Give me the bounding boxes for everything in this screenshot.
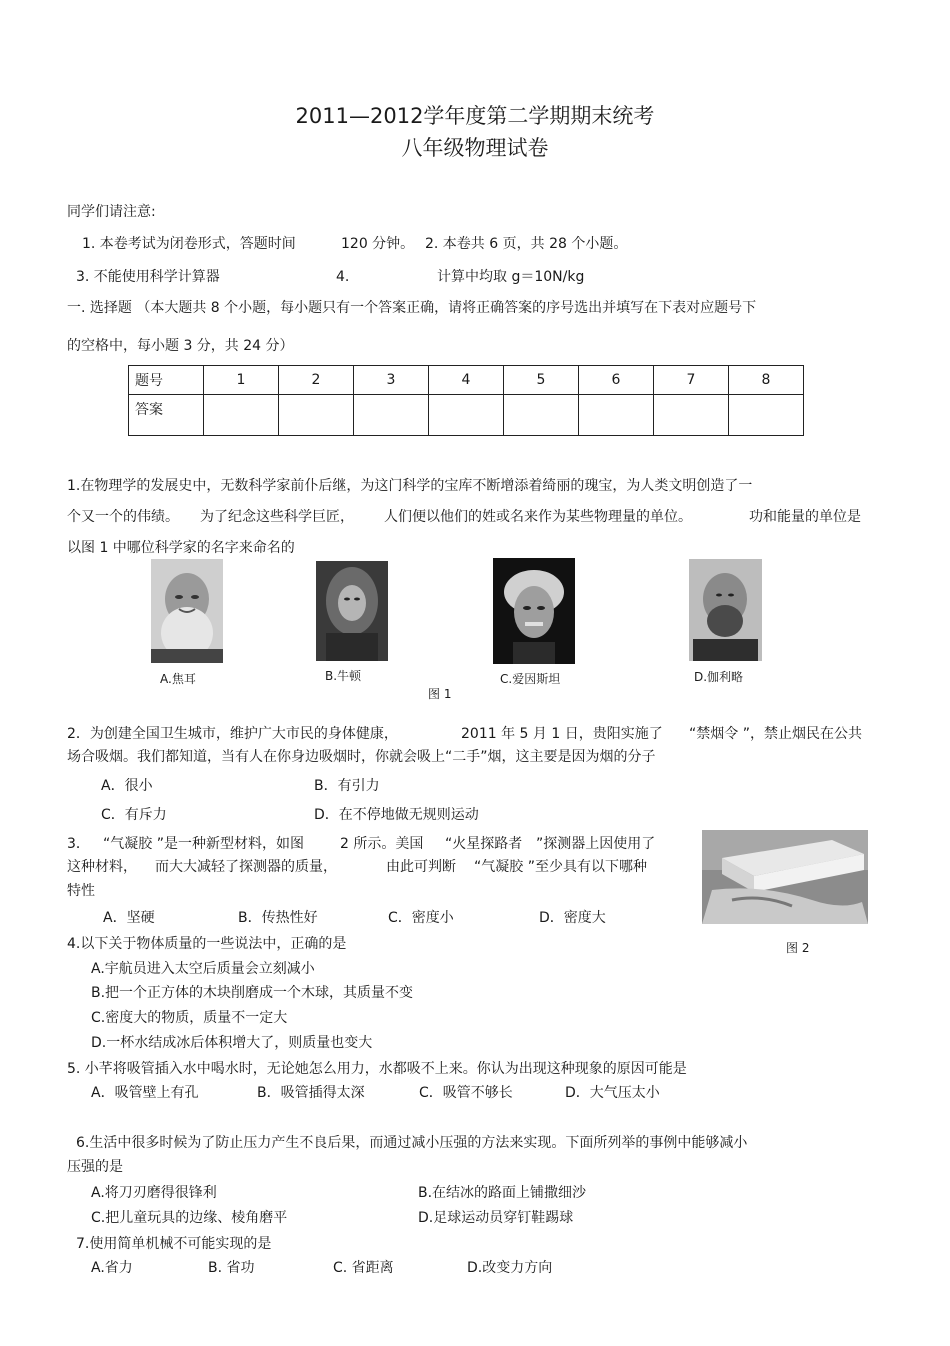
q3-line1-b: “气凝胶 ”是一种新型材料，如图	[103, 836, 304, 852]
q7-option-c: C. 省距离	[333, 1260, 394, 1276]
portrait-galileo	[689, 559, 762, 661]
table-number-1: 1	[204, 366, 279, 395]
answer-cell-3[interactable]	[354, 395, 429, 436]
q3-line3: 特性	[67, 883, 95, 899]
q6-option-c: C.把儿童玩具的边缘、棱角磨平	[91, 1210, 288, 1226]
answer-cell-5[interactable]	[504, 395, 579, 436]
caption-a: A.焦耳	[160, 672, 196, 686]
q2-line1-a: 2．为创建全国卫生城市，维护广大市民的身体健康，	[67, 726, 398, 742]
q6-line2: 压强的是	[67, 1159, 123, 1175]
q6-option-b: B.在结冰的路面上铺撒细沙	[418, 1185, 587, 1201]
q2-line1-b: 2011 年 5 月 1 日，贵阳实施了	[461, 726, 663, 742]
q3-option-b: B．传热性好	[238, 910, 318, 926]
q3-line1-d: “火星探路者	[445, 836, 523, 852]
q5-option-b: B．吸管插得太深	[257, 1085, 365, 1101]
q1-line1: 1.在物理学的发展史中，无数科学家前仆后继，为这门科学的宝库不断增添着绮丽的瑰宝，为人类文明创造了一	[67, 478, 753, 494]
figure1-label: 图 1	[428, 687, 452, 701]
answer-cell-2[interactable]	[279, 395, 354, 436]
q3-line1-a: 3．	[67, 836, 90, 852]
table-label-answer: 答案	[129, 395, 204, 436]
q2-option-c: C．有斥力	[101, 807, 167, 823]
answer-cell-7[interactable]	[654, 395, 729, 436]
q4-stem: 4.以下关于物体质量的一些说法中，正确的是	[67, 936, 347, 952]
table-number-6: 6	[579, 366, 654, 395]
q1-line2-c: 人们便以他们的姓或名来作为某些物理量的单位。	[384, 509, 692, 525]
exam-subtitle: 八年级物理试卷	[401, 136, 549, 160]
q3-line1-e: ”探测器上因使用了	[536, 836, 656, 852]
table-number-4: 4	[429, 366, 504, 395]
notice-line1-a: 1. 本卷考试为闭卷形式，答题时间	[82, 236, 296, 252]
section1-line2: 的空格中，每小题 3 分，共 24 分）	[67, 338, 294, 354]
portrait-einstein	[493, 558, 575, 664]
q7-option-a: A.省力	[91, 1260, 133, 1276]
notice-heading: 同学们请注意:	[67, 204, 156, 220]
q2-line2: 场合吸烟。我们都知道，当有人在你身边吸烟时，你就会吸上“二手”烟，这主要是因为烟的分子	[67, 749, 656, 765]
answer-table	[128, 365, 804, 436]
q7-option-d: D.改变力方向	[467, 1260, 553, 1276]
table-number-7: 7	[654, 366, 729, 395]
q2-option-d: D．在不停地做无规则运动	[314, 807, 479, 823]
answer-cell-6[interactable]	[579, 395, 654, 436]
q5-option-c: C．吸管不够长	[419, 1085, 513, 1101]
q5-option-a: A．吸管壁上有孔	[91, 1085, 199, 1101]
q7-stem: 7.使用简单机械不可能实现的是	[76, 1236, 272, 1252]
table-number-8: 8	[729, 366, 804, 395]
q3-option-c: C．密度小	[388, 910, 454, 926]
q2-line1-c: “禁烟令 ”，禁止烟民在公共	[689, 726, 862, 742]
section1-line1: 一. 选择题 （本大题共 8 个小题，每小题只有一个答案正确，请将正确答案的序号选出并填写在下表对应题号下	[67, 300, 757, 316]
caption-c: C.爱因斯坦	[500, 672, 561, 686]
notice-line1-c: 2. 本卷共 6 页，共 28 个小题。	[425, 236, 628, 252]
caption-d: D.伽利略	[694, 670, 744, 684]
q3-line2-c: 由此可判断	[386, 859, 456, 875]
portrait-newton	[316, 561, 388, 661]
table-label-number: 题号	[129, 366, 204, 395]
q5-option-d: D．大气压太小	[565, 1085, 660, 1101]
aerogel-photo	[702, 830, 868, 924]
q1-line2-a: 个又一个的伟绩。	[67, 509, 179, 525]
q5-stem: 5. 小芊将吸管插入水中喝水时，无论她怎么用力，水都吸不上来。你认为出现这种现象的原因可能是	[67, 1061, 687, 1077]
q3-option-a: A．坚硬	[103, 910, 155, 926]
notice-line2-c: 计算中均取 g＝10N/kg	[437, 269, 585, 285]
q4-option-d: D.一杯水结成冰后体积增大了，则质量也变大	[91, 1035, 373, 1051]
q1-line3: 以图 1 中哪位科学家的名字来命名的	[67, 540, 295, 556]
q2-option-b: B．有引力	[314, 778, 380, 794]
q4-option-c: C.密度大的物质，质量不一定大	[91, 1010, 288, 1026]
q6-option-a: A.将刀刃磨得很锋利	[91, 1185, 217, 1201]
notice-line2-b: 4.	[336, 269, 350, 285]
q1-line2-d: 功和能量的单位是	[749, 509, 861, 525]
answer-cell-1[interactable]	[204, 395, 279, 436]
q6-line1: 6.生活中很多时候为了防止压力产生不良后果，而通过减小压强的方法来实现。下面所列举的事例中能够减小	[76, 1135, 748, 1151]
q6-option-d: D.足球运动员穿钉鞋踢球	[418, 1210, 574, 1226]
portrait-joule	[151, 559, 223, 663]
table-number-2: 2	[279, 366, 354, 395]
q4-option-b: B.把一个正方体的木块削磨成一个木球，其质量不变	[91, 985, 414, 1001]
notice-line1-b: 120 分钟。	[341, 236, 415, 252]
q1-line2-b: 为了纪念这些科学巨匠，	[200, 509, 354, 525]
q2-option-a: A．很小	[101, 778, 153, 794]
q3-line2-d: “气凝胶 ”至少具有以下哪种	[474, 859, 647, 875]
q3-line1-c: 2 所示。美国	[340, 836, 424, 852]
answer-cell-4[interactable]	[429, 395, 504, 436]
q3-line2-a: 这种材料，	[67, 859, 137, 875]
exam-title: 2011—2012学年度第二学期期末统考	[295, 104, 655, 128]
q7-option-b: B. 省功	[208, 1260, 255, 1276]
answer-cell-8[interactable]	[729, 395, 804, 436]
q3-line2-b: 而大大减轻了探测器的质量，	[155, 859, 337, 875]
figure2-label: 图 2	[786, 941, 810, 955]
notice-line2-a: 3. 不能使用科学计算器	[76, 269, 220, 285]
table-number-3: 3	[354, 366, 429, 395]
q3-option-d: D．密度大	[539, 910, 606, 926]
table-number-5: 5	[504, 366, 579, 395]
caption-b: B.牛顿	[325, 669, 362, 683]
q4-option-a: A.宇航员进入太空后质量会立刻减小	[91, 961, 315, 977]
